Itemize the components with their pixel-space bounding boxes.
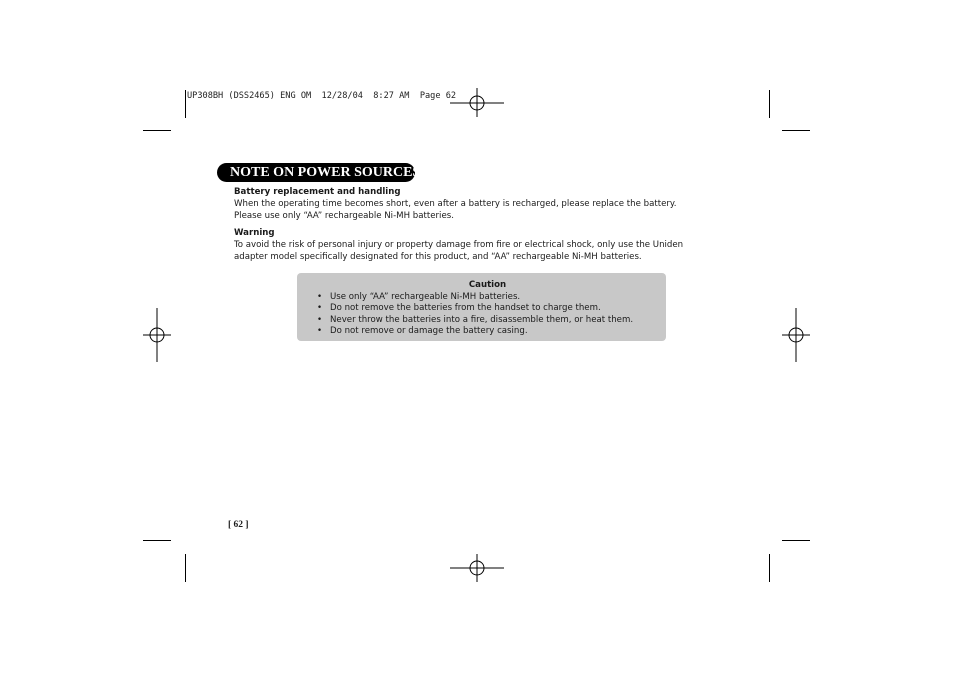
battery-heading: Battery replacement and handling <box>234 187 401 197</box>
caution-item <box>317 315 658 326</box>
battery-section <box>234 186 677 222</box>
caution-list <box>317 292 658 337</box>
warning-heading: Warning <box>234 228 275 238</box>
caution-box <box>297 273 666 341</box>
warning-text-line2: adapter model specifically designated for this product, and “AA” rechargeable Ni-MH batteries. <box>234 252 642 262</box>
caution-item <box>317 303 658 314</box>
caution-item <box>317 326 658 337</box>
print-slug: UP308BH (DSS2465) ENG OM 12/28/04 8:27 AM Page 62 <box>187 91 457 101</box>
battery-text-line2: Please use only “AA” rechargeable Ni-MH batteries. <box>234 211 454 221</box>
caution-item <box>317 292 658 303</box>
caution-item-text: Never throw the batteries into a fire, disassemble them, or heat them. <box>330 314 634 325</box>
warning-text-line1: To avoid the risk of personal injury or property damage from fire or electrical shock, only use the Uniden <box>234 240 684 250</box>
page-title: NOTE ON POWER SOURCES <box>217 163 415 182</box>
caution-item-text: Do not remove the batteries from the handset to charge them. <box>330 303 601 314</box>
bullet-icon: • <box>317 325 323 336</box>
caution-item-text: Use only “AA” rechargeable Ni-MH batteries. <box>330 292 521 302</box>
caution-heading: Caution <box>468 280 507 290</box>
bullet-icon: • <box>317 292 323 302</box>
page-number: [ 62 ] <box>228 520 249 530</box>
bullet-icon: • <box>317 314 323 325</box>
caution-item-text: Do not remove or damage the battery casing. <box>330 325 528 336</box>
bullet-icon: • <box>317 303 323 314</box>
warning-section <box>234 227 683 263</box>
battery-text-line1: When the operating time becomes short, even after a battery is recharged, please replace the battery. <box>234 199 677 209</box>
